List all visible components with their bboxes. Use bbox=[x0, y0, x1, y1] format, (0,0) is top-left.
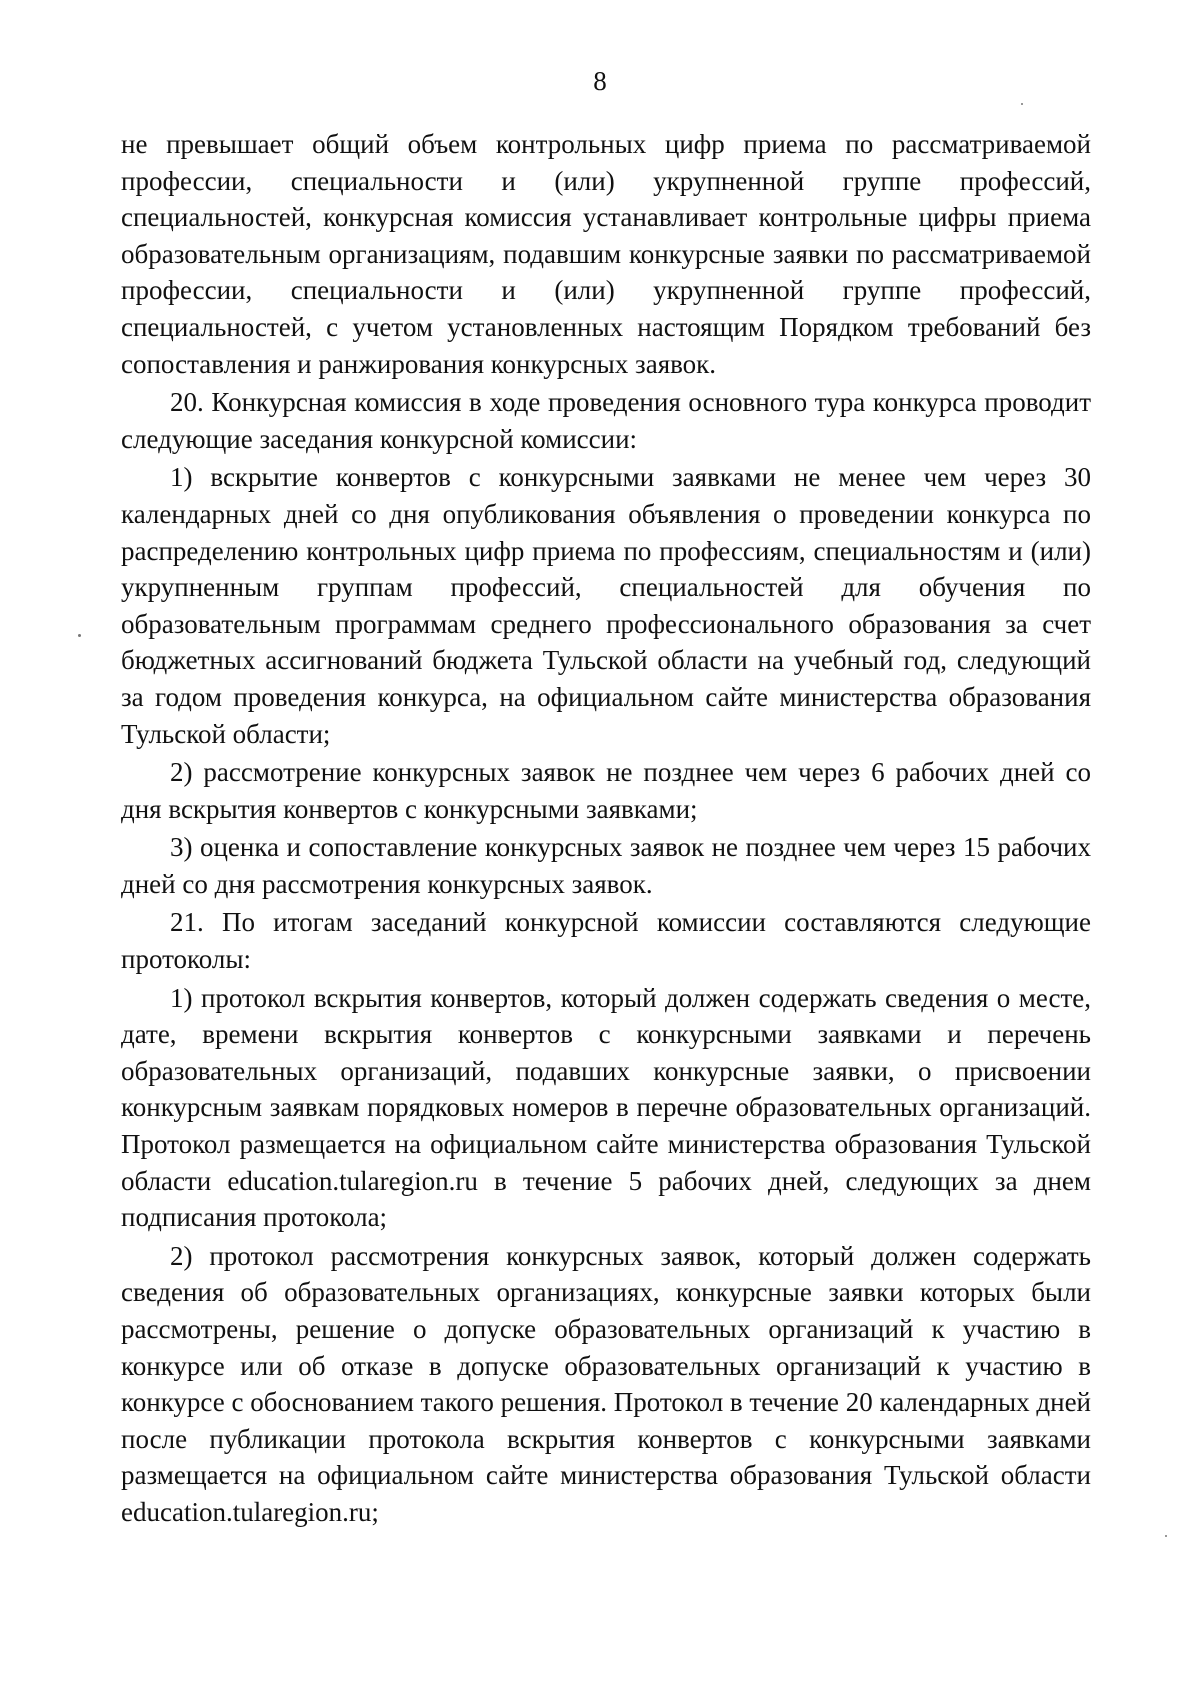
paragraph-item-20-1: 1) вскрытие конвертов с конкурсными заявками не менее чем через 30 календарных дней со дня опубликования объявления о проведении конкурса по распределению контрольных цифр приема по профессиям, специальностям и (или) укрупненным группам профессий, специальностей для обучения по образовательным программам среднего профессионального образования за счет бюджетных ассигнований бюджета Тульской области на учебный год, следующий за годом проведения конкурса, на официальном сайте министерства образования Тульской области; bbox=[121, 462, 1091, 749]
scan-speck bbox=[1165, 1535, 1167, 1537]
paragraph-continuation: не превышает общий объем контрольных цифр приема по рассматриваемой профессии, специальности и (или) укрупненной группе профессий, специальностей, конкурсная комиссия устанавливает контрольные цифры приема образовательным организациям, подавшим конкурсные заявки по рассматриваемой профессии, специальности и (или) укрупненной группе профессий, специальностей, с учетом установленных настоящим Порядком требований без сопоставления и ранжирования конкурсных заявок. bbox=[121, 129, 1091, 379]
page-number: 8 bbox=[593, 66, 607, 96]
scan-speck bbox=[1021, 103, 1023, 105]
paragraph-item-21-1: 1) протокол вскрытия конвертов, который должен содержать сведения о месте, дате, времени вскрытия конвертов с конкурсными заявками и перечень образовательных организаций, подавших конкурсные заявки, о присвоении конкурсным заявкам порядковых номеров в перечне образовательных организаций. Протокол размещается на официальном сайте министерства образования Тульской области education.tularegion.ru в течение 5 рабочих дней, следующих за днем подписания протокола; bbox=[121, 982, 1091, 1233]
paragraph-item-20-3: 3) оценка и сопоставление конкурсных заявок не позднее чем через 15 рабочих дней со дня рассмотрения конкурсных заявок. bbox=[121, 832, 1091, 899]
scan-speck bbox=[78, 634, 81, 637]
paragraph-item-21: 21. По итогам заседаний конкурсной комиссии составляются следующие протоколы: bbox=[121, 907, 1091, 975]
paragraph-item-21-2: 2) протокол рассмотрения конкурсных заявок, который должен содержать сведения об образовательных организациях, конкурсные заявки которых были рассмотрены, решение о допуске образовательных организаций к участию в конкурсе или об отказе в допуске образовательных организаций к участию в конкурсе с обоснованием такого решения. Протокол в течение 20 календарных дней после публикации протокола вскрытия конвертов с конкурсными заявками размещается на официальном сайте министерства образования Тульской области education.tularegion.ru; bbox=[121, 1240, 1092, 1527]
paragraph-item-20-2: 2) рассмотрение конкурсных заявок не позднее чем через 6 рабочих дней со дня вскрытия конвертов с конкурсными заявками; bbox=[121, 757, 1091, 824]
document-body bbox=[121, 126, 1091, 1533]
paragraph-item-20: 20. Конкурсная комиссия в ходе проведения основного тура конкурса проводит следующие заседания конкурсной комиссии: bbox=[121, 387, 1091, 454]
